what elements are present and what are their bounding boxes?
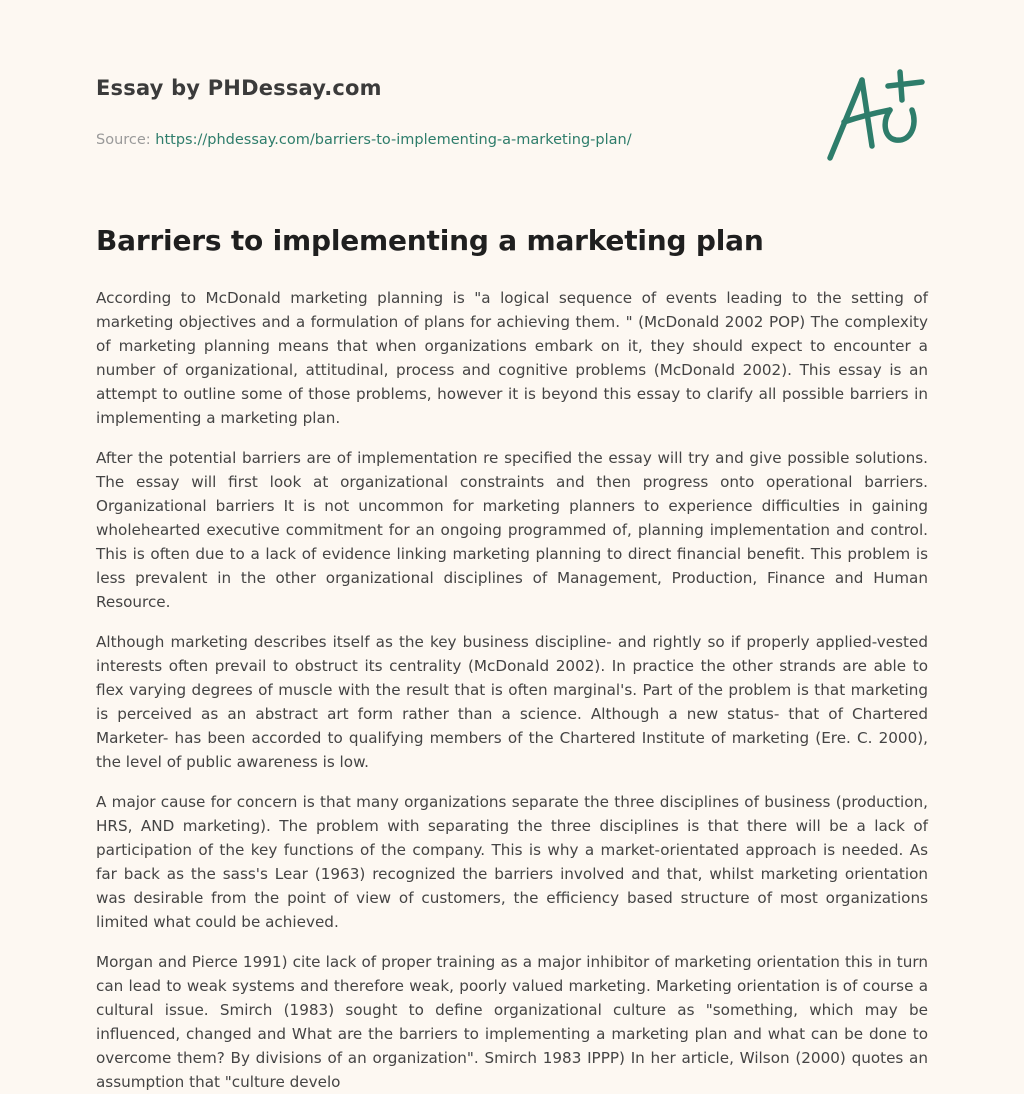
essay-title: Barriers to implementing a marketing plan <box>96 224 764 257</box>
site-brand: Essay by PHDessay.com <box>96 76 382 100</box>
essay-paragraph: According to McDonald marketing planning is "a logical sequence of events leading to the setting of marketing objectives and a formulation of plans for achieving them. " (McDonald 2002 POP) The complexity of marketing planning means that when organizations embark on it, they should expect to encounter a number of organizational, attitudinal, process and cognitive problems (McDonald 2002). This essay is an attempt to outline some of those problems, however it is beyond this essay to clarify all possible barriers in implementing a marketing plan. <box>96 289 928 427</box>
a-plus-grade-icon <box>822 66 930 166</box>
essay-body <box>96 286 928 1091</box>
page-header <box>96 76 796 148</box>
essay-paragraph: Morgan and Pierce 1991) cite lack of proper training as a major inhibitor of marketing orientation this in turn can lead to weak systems and therefore weak, poorly valued marketing. Marketing orientation is of course a cultural issue. Smirch (1983) sought to define organizational culture as "something, which may be influenced, changed and What are the barriers to implementing a marketing plan and what can be done to overcome them? By divisions of an organization". Smirch 1983 IPPP) In her article, Wilson (2000) quotes an assumption that "culture develo <box>96 953 928 1091</box>
essay-paragraph: Although marketing describes itself as the key business discipline- and rightly so if properly applied-vested interests often prevail to obstruct its centrality (McDonald 2002). In practice the other strands are able to flex varying degrees of muscle with the result that is often marginal's. Part of the problem is that marketing is perceived as an abstract art form rather than a science. Although a new status- that of Chartered Marketer- has been accorded to qualifying members of the Chartered Institute of marketing (Ere. C. 2000), the level of public awareness is low. <box>96 633 928 771</box>
essay-paragraph: A major cause for concern is that many organizations separate the three disciplines of business (production, HRS, AND marketing). The problem with separating the three disciplines is that there will be a lack of participation of the key functions of the company. This is why a market-orientated approach is needed. As far back as the sass's Lear (1963) recognized the barriers involved and that, whilst marketing orientation was desirable from the point of view of customers, the efficiency based structure of most organizations limited what could be achieved. <box>96 793 928 931</box>
source-link[interactable]: https://phdessay.com/barriers-to-implementing-a-marketing-plan/ <box>155 132 632 148</box>
source-line <box>96 132 796 148</box>
essay-paragraph: After the potential barriers are of implementation re specified the essay will try and give possible solutions. The essay will first look at organizational constraints and then progress onto operational barriers. Organizational barriers It is not uncommon for marketing planners to experience difficulties in gaining wholehearted executive commitment for an ongoing programmed of, planning implementation and control. This is often due to a lack of evidence linking marketing planning to direct financial benefit. This problem is less prevalent in the other organizational disciplines of Management, Production, Finance and Human Resource. <box>96 449 928 611</box>
source-label: Source: <box>96 132 156 148</box>
